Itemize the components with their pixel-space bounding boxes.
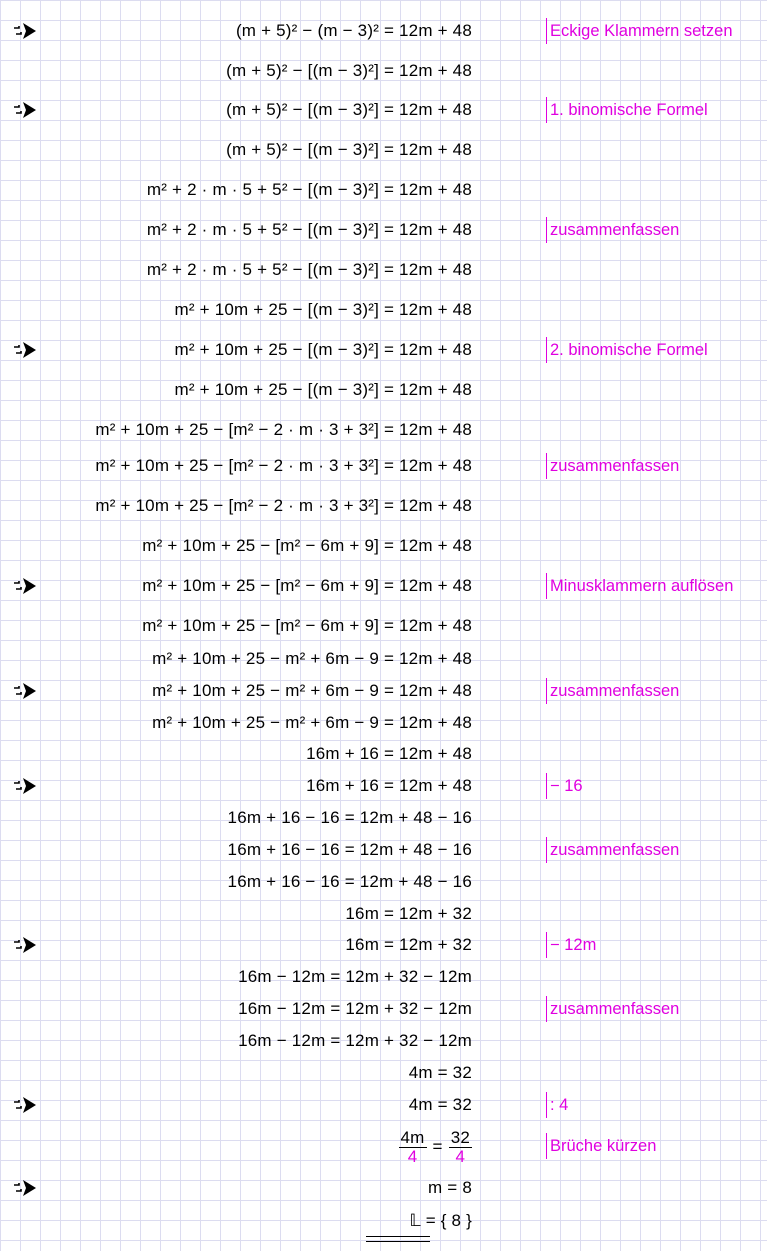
equation-row bbox=[0, 676, 767, 706]
equation-row bbox=[0, 571, 767, 601]
equation-expression: m² + 10m + 25 − [m² − 2 · m · 3 + 3²] = 12m + 48 bbox=[95, 456, 472, 475]
equation-expression: 16m − 12m = 12m + 32 − 12m bbox=[238, 999, 472, 1018]
equation-expression: 16m − 12m = 12m + 32 − 12m bbox=[238, 967, 472, 986]
equation-row bbox=[0, 1206, 767, 1236]
equation-row bbox=[0, 335, 767, 365]
step-annotation: Minusklammern auflösen bbox=[546, 573, 733, 599]
equation-row bbox=[0, 215, 767, 245]
step-annotation: Brüche kürzen bbox=[546, 1133, 656, 1159]
equation-row bbox=[0, 295, 767, 325]
equation-expression: m² + 10m + 25 − [(m − 3)²] = 12m + 48 bbox=[174, 380, 472, 399]
equation-expression: m² + 2 · m · 5 + 5² − [(m − 3)²] = 12m + 48 bbox=[146, 180, 472, 199]
equation-expression: (m + 5)² − [(m − 3)²] = 12m + 48 bbox=[226, 61, 472, 80]
step-annotation: zusammenfassen bbox=[546, 678, 679, 704]
step-annotation: − 16 bbox=[546, 773, 583, 799]
step-annotation: 2. binomische Formel bbox=[546, 337, 708, 363]
equation-expression: 16m + 16 − 16 = 12m + 48 − 16 bbox=[227, 840, 472, 859]
step-annotation: Eckige Klammern setzen bbox=[546, 18, 733, 44]
equation-expression: m² + 10m + 25 − [(m − 3)²] = 12m + 48 bbox=[174, 340, 472, 359]
equation-row bbox=[0, 835, 767, 865]
equation-expression: 16m − 12m = 12m + 32 − 12m bbox=[238, 1031, 472, 1050]
evaluate-arrow-icon[interactable] bbox=[12, 101, 38, 119]
equation-row bbox=[0, 135, 767, 165]
equation-row bbox=[0, 994, 767, 1024]
equation-expression: (m + 5)² − [(m − 3)²] = 12m + 48 bbox=[226, 140, 472, 159]
equation-expression: m² + 10m + 25 − [m² − 6m + 9] = 12m + 48 bbox=[142, 616, 472, 635]
equation-expression: m² + 10m + 25 − m² + 6m − 9 = 12m + 48 bbox=[152, 681, 472, 700]
evaluate-arrow-icon[interactable] bbox=[12, 682, 38, 700]
solution-underline bbox=[366, 1236, 430, 1242]
fraction-right-numerator: 32 bbox=[450, 1127, 470, 1147]
fraction-row bbox=[0, 1126, 767, 1168]
equation-row bbox=[0, 451, 767, 481]
evaluate-arrow-icon[interactable] bbox=[12, 1096, 38, 1114]
evaluate-arrow-icon[interactable] bbox=[12, 577, 38, 595]
equation-row bbox=[0, 771, 767, 801]
equals-sign: = bbox=[432, 1137, 443, 1156]
equation-expression: m² + 10m + 25 − [(m − 3)²] = 12m + 48 bbox=[174, 300, 472, 319]
step-annotation: zusammenfassen bbox=[546, 217, 679, 243]
step-annotation: 1. binomische Formel bbox=[546, 97, 708, 123]
evaluate-arrow-icon[interactable] bbox=[12, 341, 38, 359]
equation-row bbox=[0, 930, 767, 960]
equation-expression: 16m + 16 = 12m + 48 bbox=[306, 776, 472, 795]
equation-expression: m² + 2 · m · 5 + 5² − [(m − 3)²] = 12m + 48 bbox=[146, 220, 472, 239]
step-annotation: zusammenfassen bbox=[546, 996, 679, 1022]
equation-row bbox=[0, 899, 767, 929]
equation-row bbox=[0, 708, 767, 738]
evaluate-arrow-icon[interactable] bbox=[12, 936, 38, 954]
equation-expression: 4m = 32 bbox=[408, 1063, 472, 1082]
step-annotation: zusammenfassen bbox=[546, 453, 679, 479]
step-annotation: zusammenfassen bbox=[546, 837, 679, 863]
fraction-left bbox=[399, 1129, 427, 1166]
equation-row bbox=[0, 531, 767, 561]
equation-row bbox=[0, 1173, 767, 1203]
equation-expression: m² + 10m + 25 − [m² − 6m + 9] = 12m + 48 bbox=[142, 536, 472, 555]
equation-expression: 16m + 16 = 12m + 48 bbox=[306, 744, 472, 763]
equation-expression: (m + 5)² − [(m − 3)²] = 12m + 48 bbox=[226, 100, 472, 119]
equation-expression: 4m = 32 bbox=[408, 1095, 472, 1114]
equation-row bbox=[0, 1058, 767, 1088]
step-annotation: : 4 bbox=[546, 1092, 568, 1118]
fraction-right bbox=[449, 1129, 472, 1166]
equation-row bbox=[0, 56, 767, 86]
equation-row bbox=[0, 95, 767, 125]
evaluate-arrow-icon[interactable] bbox=[12, 777, 38, 795]
equation-row bbox=[0, 962, 767, 992]
fraction-left-denominator: 4 bbox=[407, 1146, 418, 1166]
equation-expression: m² + 10m + 25 − m² + 6m − 9 = 12m + 48 bbox=[152, 649, 472, 668]
equation-expression: m² + 10m + 25 − m² + 6m − 9 = 12m + 48 bbox=[152, 713, 472, 732]
evaluate-arrow-icon[interactable] bbox=[12, 1179, 38, 1197]
equation-row bbox=[0, 255, 767, 285]
equation-expression: 16m + 16 − 16 = 12m + 48 − 16 bbox=[227, 808, 472, 827]
equation-row bbox=[0, 175, 767, 205]
equation-row bbox=[0, 16, 767, 46]
fraction-left-numerator: 4m bbox=[400, 1127, 425, 1147]
equation-expression: m² + 10m + 25 − [m² − 2 · m · 3 + 3²] = 12m + 48 bbox=[95, 496, 472, 515]
equation-expression: m = 8 bbox=[428, 1178, 472, 1197]
equation-row bbox=[0, 375, 767, 405]
fraction-expression bbox=[399, 1126, 472, 1168]
equation-row bbox=[0, 739, 767, 769]
equation-expression: 𝕃 = { 8 } bbox=[409, 1211, 472, 1230]
equation-expression: m² + 10m + 25 − [m² − 2 · m · 3 + 3²] = 12m + 48 bbox=[95, 420, 472, 439]
equation-row bbox=[0, 1090, 767, 1120]
equation-row bbox=[0, 644, 767, 674]
equation-row bbox=[0, 1026, 767, 1056]
equation-row bbox=[0, 803, 767, 833]
evaluate-arrow-icon[interactable] bbox=[12, 22, 38, 40]
step-annotation: − 12m bbox=[546, 932, 596, 958]
equation-expression: m² + 10m + 25 − [m² − 6m + 9] = 12m + 48 bbox=[142, 576, 472, 595]
fraction-right-denominator: 4 bbox=[455, 1146, 466, 1166]
equation-row bbox=[0, 867, 767, 897]
equation-row bbox=[0, 491, 767, 521]
equation-expression: 16m + 16 − 16 = 12m + 48 − 16 bbox=[227, 872, 472, 891]
equation-expression: 16m = 12m + 32 bbox=[345, 904, 472, 923]
equation-expression: 16m = 12m + 32 bbox=[345, 935, 472, 954]
equation-expression: (m + 5)² − (m − 3)² = 12m + 48 bbox=[235, 21, 472, 40]
equation-row bbox=[0, 415, 767, 445]
equation-row bbox=[0, 611, 767, 641]
equation-expression: m² + 2 · m · 5 + 5² − [(m − 3)²] = 12m + 48 bbox=[146, 260, 472, 279]
